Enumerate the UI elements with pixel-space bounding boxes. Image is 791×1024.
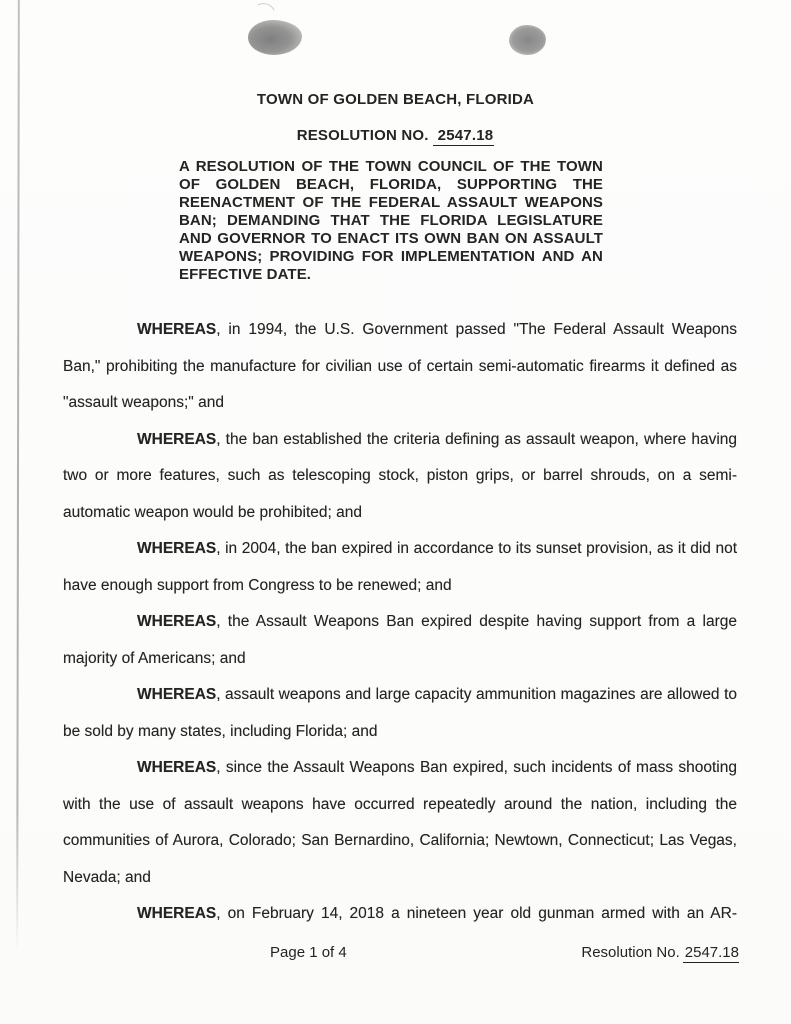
paragraph-text: , in 2004, the ban expired in accordance to its sunset provision, as it did not have enough support from Congress to be renewed; and	[63, 540, 737, 594]
whereas-keyword: WHEREAS	[137, 430, 217, 448]
whereas-paragraph-2	[63, 422, 737, 532]
heading-line: OF GOLDEN BEACH, FLORIDA, SUPPORTING THE	[179, 175, 603, 193]
resolution-no-label: RESOLUTION NO.	[296, 127, 429, 144]
whereas-paragraph-6	[63, 750, 737, 896]
staple-mark-right	[509, 25, 546, 55]
whereas-keyword: WHEREAS	[137, 613, 217, 630]
whereas-paragraph-3	[63, 531, 737, 604]
heading-line: BAN; DEMANDING THAT THE FLORIDA LEGISLATURE	[179, 211, 603, 229]
whereas-paragraph-4	[63, 604, 737, 677]
whereas-paragraph-5	[63, 677, 737, 750]
footer-resolution-value: 2547.18	[684, 944, 739, 961]
paragraph-text: , assault weapons and large capacity ammunition magazines are allowed to be sold by many states, including Florida; and	[63, 686, 737, 740]
whereas-keyword: WHEREAS	[137, 905, 217, 922]
document-title: TOWN OF GOLDEN BEACH, FLORIDA	[256, 91, 535, 108]
resolution-summary-heading	[179, 158, 603, 284]
whereas-keyword: WHEREAS	[137, 321, 217, 338]
paragraph-text: , on February 14, 2018 a nineteen year old gunman armed with an AR-	[216, 905, 737, 922]
heading-line: WEAPONS; PROVIDING FOR IMPLEMENTATION AND AN	[179, 247, 603, 265]
resolution-no-value: 2547.18	[433, 127, 495, 146]
heading-line: AND GOVERNOR TO ENACT ITS OWN BAN ON ASSAULT	[179, 229, 603, 247]
whereas-keyword: WHEREAS	[137, 759, 217, 776]
heading-line: REENACTMENT OF THE FEDERAL ASSAULT WEAPONS	[179, 193, 603, 211]
document-body	[63, 312, 737, 933]
whereas-keyword: WHEREAS	[137, 540, 217, 557]
paragraph-text: , in 1994, the U.S. Government passed "The Federal Assault Weapons Ban," prohibiting the manufacture for civilian use of certain semi-automatic firearms it defined as "assault weapons;" and	[63, 321, 737, 411]
paragraph-text: , the ban established the criteria defining as assault weapon, where having two or more features, such as telescoping stock, piston grips, or barrel shrouds, on a semi-automatic weapon would be prohibited; and	[63, 430, 737, 521]
resolution-number-heading	[0, 127, 791, 146]
whereas-paragraph-1	[63, 312, 737, 422]
footer-resolution-number	[581, 944, 739, 963]
heading-line: A RESOLUTION OF THE TOWN COUNCIL OF THE TOWN	[179, 158, 603, 175]
footer-resolution-label: Resolution No.	[581, 944, 680, 961]
paragraph-text: , the Assault Weapons Ban expired despite having support from a large majority of Americans; and	[63, 613, 737, 667]
paragraph-text: , since the Assault Weapons Ban expired, such incidents of mass shooting with the use of assault weapons have occurred repeatedly around the nation, including the communities of Aurora, Colorado; San Bernardino, California; Newtown, Connecticut; Las Vegas, Nevada; and	[63, 759, 737, 886]
footer-page-number: Page 1 of 4	[270, 944, 347, 961]
whereas-paragraph-7	[63, 896, 737, 933]
whereas-keyword: WHEREAS	[137, 686, 217, 703]
heading-line: EFFECTIVE DATE.	[179, 265, 312, 283]
